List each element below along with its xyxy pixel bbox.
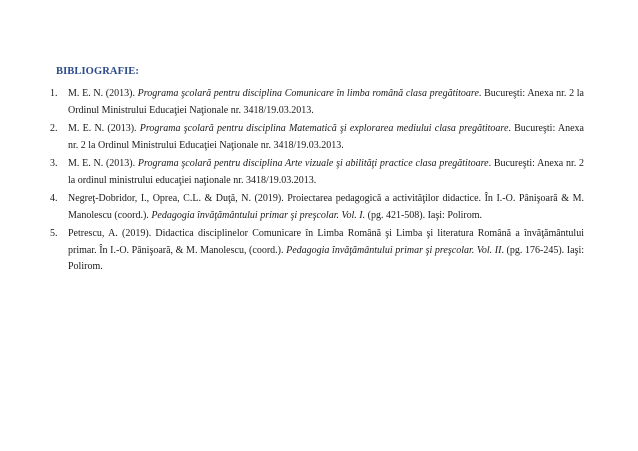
reference-authors: M. E. N. (2013). — [68, 88, 138, 99]
reference-authors: Negreţ-Dobridor, I., Oprea, C.L. & Duţă, N. (2019). Proiectarea pedagogică a activităţilor didactice. În I.-O. Pânişoară & M. Manolescu (coord.). — [68, 193, 584, 221]
reference-publisher: . Bucureşti: Anexa nr. 2 la Ordinul Ministrului Educaţiei Naţionale nr. 3418/19.03.2013. — [68, 88, 584, 116]
reference-publisher: . Bucureşti: Anexa nr. 2 la ordinul ministrului educaţiei naţionale nr. 3418/19.03.2013. — [68, 158, 585, 186]
reference-item — [36, 156, 584, 189]
reference-title: Programa şcolară pentru disciplina Arte vizuale şi abilităţi practice clasa pregătitoare — [137, 158, 489, 169]
reference-number: 3. — [50, 158, 58, 169]
reference-item — [36, 191, 584, 224]
reference-publisher: . Bucureşti: Anexa nr. 2 la Ordinul Ministrului Educaţiei Naţionale nr. 3418/19.03.2013. — [68, 123, 584, 151]
reference-list — [36, 86, 584, 276]
reference-title: Pedagogia învăţământului primar şi preşcolar. Vol. II — [286, 244, 502, 256]
reference-item — [36, 226, 584, 276]
reference-publisher: (pg. 421-508). Iaşi: Polirom. — [365, 209, 483, 221]
reference-authors: Petrescu, A. (2019). Didactica disciplinelor Comunicare în Limba Română şi Limba şi literatura Română a învăţământului primar. În I.-O. Pânişoară, & M. Manolescu, (coord.). — [68, 228, 584, 256]
reference-number: 4. — [50, 193, 58, 204]
reference-title: Programa şcolară pentru disciplina Matematică şi explorarea mediului clasa pregătitoare — [139, 123, 509, 134]
reference-publisher: . (pg. 176-245). Iaşi: Polirom. — [68, 244, 584, 272]
reference-number: 2. — [50, 123, 58, 134]
reference-number: 5. — [50, 228, 58, 239]
reference-number: 1. — [50, 88, 58, 99]
reference-title: Pedagogia învăţământului primar şi preşcolar. Vol. I. — [151, 209, 366, 221]
bibliography-section — [36, 66, 584, 278]
reference-authors: M. E. N. (2013). — [68, 123, 140, 134]
reference-item — [36, 86, 584, 119]
reference-title: Programa şcolară pentru disciplina Comunicare în limba română clasa pregătitoare — [137, 88, 479, 99]
bibliography-heading: BIBLIOGRAFIE: — [56, 66, 139, 77]
reference-authors: M. E. N. (2013). — [68, 158, 138, 169]
reference-item — [36, 121, 584, 154]
